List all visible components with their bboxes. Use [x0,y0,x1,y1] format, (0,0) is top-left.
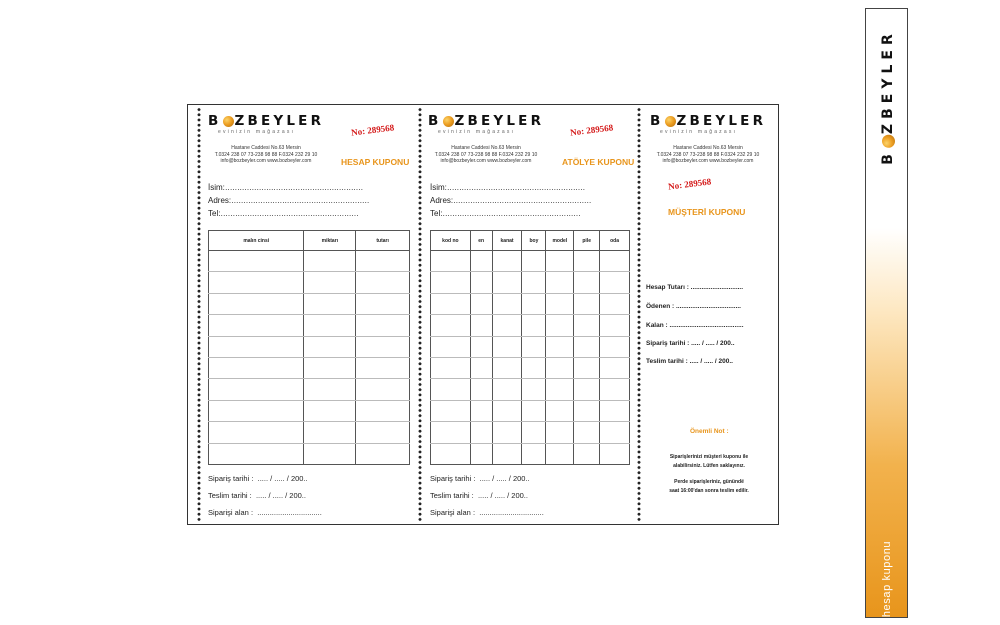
field-dots: ............................... [257,508,322,517]
coupon-title: HESAP KUPONU [341,157,410,167]
field-dots: :......................................................... [440,209,581,218]
siparisi-alan-field[interactable] [430,508,544,517]
coupon-sheet [187,104,779,525]
important-note-text [644,453,774,495]
brand-logo [428,113,544,129]
brand-logo [208,113,324,129]
logo-ball-icon [881,135,894,148]
field-label: Adres [430,196,451,205]
logo-letter: B [650,113,664,129]
table-row [431,315,630,336]
hesap-tutari-field[interactable]: Hesap Tutarı : ............................. [646,284,744,291]
siparisi-alan-field[interactable] [208,508,322,517]
col-header: model [546,231,574,251]
logo-letter: B [208,113,222,129]
brand-logo [650,113,766,129]
field-label: Teslim tarihi : [208,491,252,500]
field-label: Tel [208,209,219,218]
logo-ball-icon [223,116,234,127]
field-dots: :......................................................... [218,209,359,218]
perforation-left [196,107,202,522]
serial-number: No: 289568 [569,122,614,138]
brand-address [426,145,546,165]
musteri-kuponu-panel [640,105,780,524]
field-dots: :......................................................... [450,196,592,205]
table-row [209,272,410,293]
logo-text: ZBEYLER [454,113,545,129]
table-row [209,336,410,357]
field-dots: :......................................................... [444,183,586,192]
table-row [209,315,410,336]
col-header: pile [574,231,600,251]
teslim-tarihi-field[interactable]: Teslim tarihi : ..... / ..... / 200.. [646,358,733,365]
address-line: Hastane Caddesi No.63 Mersin [231,145,301,151]
phone-line: T.0324 238 07 73-238 98 88 F.0324 232 29 10 [214,151,318,158]
logo-letter: B [428,113,442,129]
logo-text: ZBEYLER [676,113,767,129]
col-header: boy [522,231,546,251]
table-row [209,251,410,272]
address-line: Hastane Caddesi No.63 Mersin [451,145,521,151]
col-header: miktarı [304,231,356,251]
isim-field[interactable] [430,183,585,192]
serial-number: No: 289568 [667,176,712,192]
logo-ball-icon [443,116,454,127]
coupon-title: ATÖLYE KUPONU [562,157,635,167]
phone-line: T.0324 238 07 73-238 98 88 F.0324 232 29 10 [434,151,538,158]
field-label: Sipariş tarihi : [430,474,476,483]
table-row [431,272,630,293]
teslim-tarihi-field[interactable] [208,491,306,500]
field-dots: ............................... [479,508,544,517]
field-label: Teslim tarihi : [430,491,474,500]
siparis-tarihi-field[interactable] [430,474,530,483]
col-header: tutarı [356,231,410,251]
table-row [431,400,630,421]
field-label: İsim [430,183,445,192]
table-row [209,379,410,400]
address-line: Hastane Caddesi No.63 Mersin [673,145,743,151]
field-dots: :......................................................... [228,196,370,205]
hesap-items-table [208,230,410,465]
col-header: kod no [431,231,471,251]
logo-text: ZBEYLER [234,113,325,129]
logo-text: ZBEYLER [879,28,896,134]
brand-address [206,145,326,165]
table-row [431,357,630,378]
tel-field[interactable] [430,209,581,218]
table-row [431,379,630,400]
adres-field[interactable] [208,196,369,205]
table-row [209,357,410,378]
col-header: malın cinsi [209,231,304,251]
field-label: Tel [430,209,441,218]
date-value: ..... / ..... / 200.. [257,474,308,483]
odenen-field[interactable]: Ödenen : .................................... [646,303,741,310]
adres-field[interactable] [430,196,591,205]
field-dots: :......................................................... [222,183,364,192]
kalan-field[interactable]: Kalan : ......................................... [646,322,744,329]
side-band-logo [866,9,909,184]
siparis-tarihi-field[interactable] [208,474,308,483]
important-note-title: Önemli Not : [690,428,729,435]
table-row [431,443,630,464]
table-row [431,251,630,272]
siparis-tarihi-field[interactable]: Sipariş tarihi : ..... / ..... / 200.. [646,340,735,347]
brand-slogan: evinizin mağazası [660,129,738,135]
col-header: oda [600,231,630,251]
note-line: saat 16:00'dan sonra teslim edilir. [669,487,749,494]
table-row [209,443,410,464]
serial-number: No: 289568 [350,122,395,138]
coupon-title: MÜŞTERİ KUPONU [668,207,746,217]
hesap-kuponu-panel [188,105,420,524]
field-label: İsim [208,183,223,192]
side-band [865,8,908,618]
field-label: Adres [208,196,229,205]
field-label: Siparişi alan : [208,508,254,517]
table-row [209,422,410,443]
web-line: info@bozbeyler.com www.bozbeyler.com [440,158,532,165]
brand-slogan: evinizin mağazası [218,129,296,135]
logo-letter: B [879,148,896,165]
web-line: info@bozbeyler.com www.bozbeyler.com [662,158,754,165]
phone-line: T.0324 238 07 73-238 98 88 F.0324 232 29 10 [656,151,760,158]
isim-field[interactable] [208,183,363,192]
date-value: ..... / ..... / 200.. [255,491,306,500]
logo-ball-icon [665,116,676,127]
table-row [431,336,630,357]
brand-address [648,145,768,165]
atolye-items-table [430,230,630,465]
date-value: ..... / ..... / 200.. [477,491,528,500]
note-line: Siparişlerinizi müşteri kuponu ile [669,454,749,460]
side-band-label: hesap kuponu [880,540,893,618]
table-row [209,400,410,421]
field-label: Siparişi alan : [430,508,476,517]
atolye-kuponu-panel [420,105,640,524]
col-header: en [470,231,492,251]
table-row [209,293,410,314]
brand-slogan: evinizin mağazası [438,129,516,135]
tel-field[interactable] [208,209,359,218]
date-value: ..... / ..... / 200.. [479,474,530,483]
table-row [431,293,630,314]
col-header: kanat [492,231,522,251]
web-line: info@bozbeyler.com www.bozbeyler.com [220,158,312,165]
table-row [431,422,630,443]
note-line: alabilirsiniz. Lütfen saklayınız. [673,462,745,469]
note-line: Perde siparişleriniz, günündë [674,479,744,486]
field-label: Sipariş tarihi : [208,474,254,483]
teslim-tarihi-field[interactable] [430,491,528,500]
